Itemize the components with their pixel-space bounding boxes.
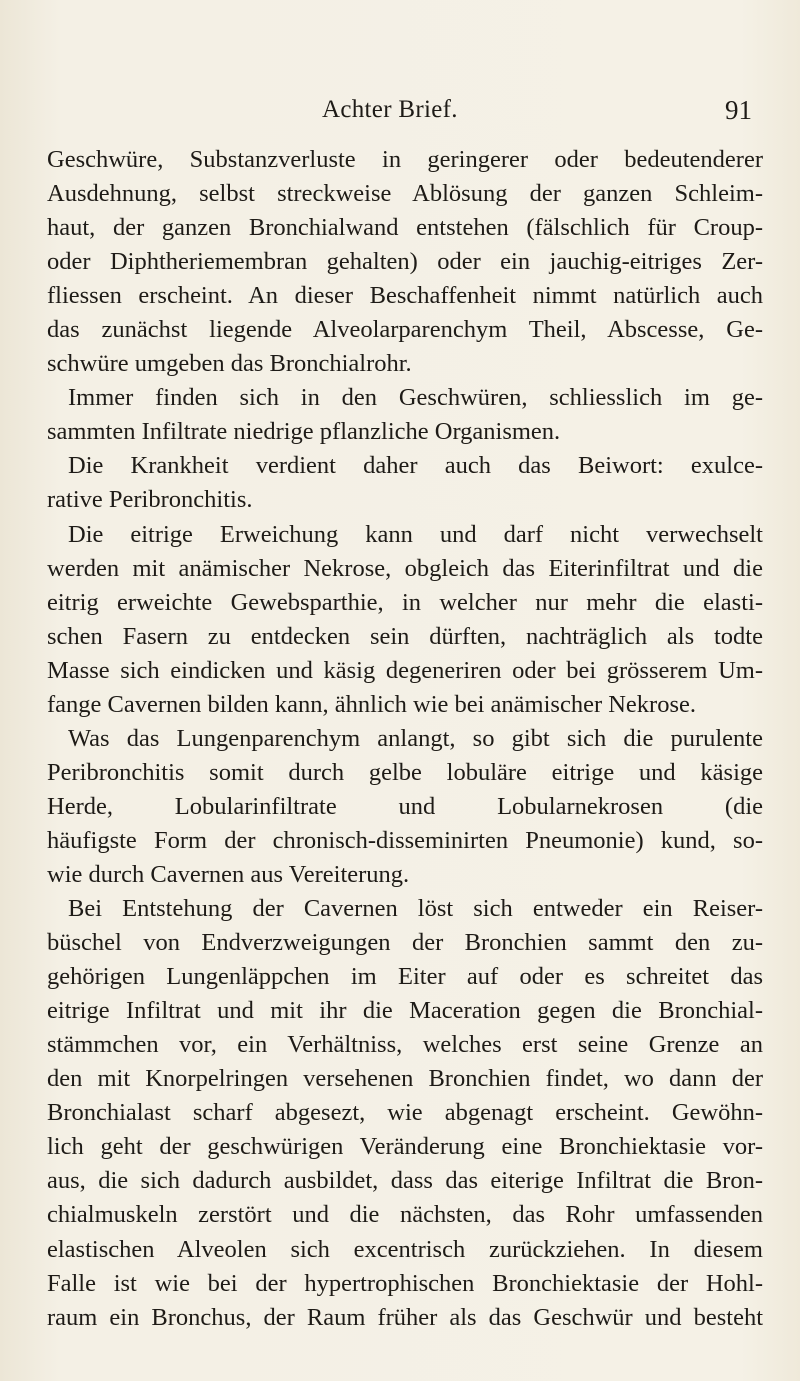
text-line: chialmuskeln zerstört und die nächsten, das Rohr umfassenden [47, 1201, 763, 1229]
text-line: das zunächst liegende Alveolarparenchym Theil, Abscesse, Ge- [47, 316, 763, 344]
text-line: fliessen erscheint. An dieser Beschaffenheit nimmt natürlich auch [47, 282, 763, 310]
body-text [47, 143, 763, 1335]
text-line: Herde, Lobularinfiltrate und Lobularnekrosen (die [47, 792, 763, 820]
text-line: stämmchen vor, ein Verhältniss, welches erst seine Grenze an [47, 1031, 763, 1059]
text-line: haut, der ganzen Bronchialwand entstehen (fälschlich für Croup- [47, 214, 763, 242]
text-line: Was das Lungenparenchym anlangt, so gibt sich die purulente [68, 724, 763, 752]
text-line: oder Diphtheriemembran gehalten) oder ein jauchig-eitriges Zer- [47, 248, 763, 276]
text-line: eitrige Infiltrat und mit ihr die Maceration gegen die Bronchial- [47, 997, 763, 1025]
text-line: Peribronchitis somit durch gelbe lobuläre eitrige und käsige [47, 758, 763, 786]
running-header [0, 96, 800, 136]
page-number: 91 [725, 95, 752, 125]
text-line: Bronchialast scharf abgesezt, wie abgenagt erscheint. Gewöhn- [47, 1099, 763, 1127]
text-line: Ausdehnung, selbst streckweise Ablösung der ganzen Schleim- [47, 180, 763, 208]
text-line: Immer finden sich in den Geschwüren, schliesslich im ge- [68, 384, 763, 412]
text-line: wie durch Cavernen aus Vereiterung. [47, 860, 410, 888]
running-title: Achter Brief. [322, 96, 458, 123]
text-line: Die Krankheit verdient daher auch das Beiwort: exulce- [68, 452, 763, 480]
text-line: Geschwüre, Substanzverluste in geringerer oder bedeutenderer [47, 146, 763, 173]
text-line: raum ein Bronchus, der Raum früher als das Geschwür und besteht [47, 1303, 763, 1331]
text-line: häufigste Form der chronisch-disseminirten Pneumonie) kund, so- [47, 826, 763, 854]
text-line: schwüre umgeben das Bronchialrohr. [47, 350, 412, 378]
text-line: sammten Infiltrate niedrige pflanzliche Organismen. [47, 418, 561, 446]
text-line: rative Peribronchitis. [47, 486, 253, 514]
text-line: schen Fasern zu entdecken sein dürften, nachträglich als todte [47, 622, 763, 650]
text-line: werden mit anämischer Nekrose, obgleich das Eiterinfiltrat und die [47, 554, 763, 582]
text-line: den mit Knorpelringen versehenen Bronchien findet, wo dann der [47, 1065, 763, 1093]
text-line: lich geht der geschwürigen Veränderung eine Bronchiektasie vor- [47, 1133, 763, 1161]
text-line: Masse sich eindicken und käsig degeneriren oder bei grösserem Um- [47, 656, 763, 684]
text-line: aus, die sich dadurch ausbildet, dass das eiterige Infiltrat die Bron- [47, 1167, 763, 1195]
text-line: gehörigen Lungenläppchen im Eiter auf oder es schreitet das [47, 963, 763, 991]
text-line: Falle ist wie bei der hypertrophischen Bronchiektasie der Hohl- [47, 1269, 763, 1297]
text-line: fange Cavernen bilden kann, ähnlich wie bei anämischer Nekrose. [47, 690, 696, 718]
text-line: Die eitrige Erweichung kann und darf nicht verwechselt [68, 520, 763, 548]
text-line: eitrig erweichte Gewebsparthie, in welcher nur mehr die elasti- [47, 588, 763, 616]
text-line: Bei Entstehung der Cavernen löst sich entweder ein Reiser- [68, 895, 763, 923]
text-line: büschel von Endverzweigungen der Bronchien sammt den zu- [47, 929, 763, 957]
text-line: elastischen Alveolen sich excentrisch zurückziehen. In diesem [47, 1235, 763, 1263]
